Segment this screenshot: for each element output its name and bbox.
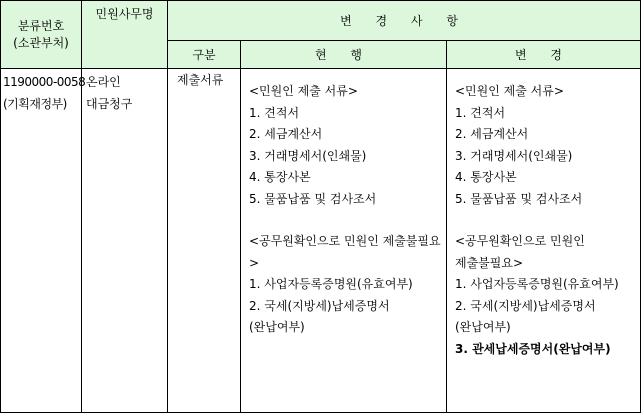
current-item: 5. 물품납품 및 검사조서 — [249, 191, 377, 206]
spacer — [249, 210, 442, 231]
changed-cell — [447, 69, 641, 413]
changed-item: 2. 국세(지방세)납세증명서(완납여부) — [455, 298, 596, 334]
current-section2-title: <공무원확인으로 민원인 제출불필요> — [249, 234, 441, 270]
changed-item: 3. 거래명세서(인쇄물) — [455, 148, 573, 163]
code-cell — [1, 69, 86, 413]
current-item: 4. 통장사본 — [249, 170, 311, 184]
service-name: 온라인 대금청구 — [86, 75, 133, 111]
header-code-label: 분류번호 — [17, 18, 65, 33]
current-section1-title: <민원인 제출 서류> — [249, 84, 358, 98]
current-item: 1. 사업자등록증명원(유효여부) — [249, 277, 413, 291]
header-change-label: 변 경 사 항 — [340, 14, 468, 28]
changed-section2-title: <공무원확인으로 민원인 제출불필요> — [455, 234, 585, 270]
header-ministry-label: (소관부처) — [13, 35, 69, 50]
current-item: 2. 국세(지방세)납세증명서(완납여부) — [249, 298, 390, 334]
current-cell — [241, 69, 447, 413]
header-current-cell — [241, 41, 447, 69]
header-change-cell — [168, 1, 641, 41]
header-changed-label: 변 경 — [515, 48, 572, 62]
current-item: 3. 거래명세서(인쇄물) — [249, 148, 367, 163]
header-current-label: 현 행 — [315, 48, 372, 62]
changed-item: 5. 물품납품 및 검사조서 — [455, 191, 583, 206]
changed-item: 2. 세금계산서 — [455, 127, 529, 141]
kind-value: 제출서류 — [177, 73, 224, 87]
service-name-cell — [82, 69, 168, 413]
current-item: 1. 견적서 — [249, 105, 300, 120]
header-code-cell — [1, 1, 82, 69]
changed-item-new: 3. 관세납세증명서(완납여부) — [455, 341, 611, 356]
classification-code: 1190000-0058 — [3, 75, 86, 89]
header-name-cell — [82, 1, 168, 69]
changed-section1-title: <민원인 제출 서류> — [455, 84, 564, 98]
header-kind-cell — [168, 41, 241, 69]
changed-item: 1. 견적서 — [455, 105, 506, 120]
header-name-label: 민원사무명 — [95, 7, 154, 21]
header-kind-label: 구분 — [192, 48, 216, 62]
changed-item: 4. 통장사본 — [455, 170, 517, 184]
header-changed-cell — [447, 41, 641, 69]
ministry-name: (기획재정부) — [3, 96, 67, 111]
current-item: 2. 세금계산서 — [249, 127, 323, 141]
changed-item: 1. 사업자등록증명원(유효여부) — [455, 277, 619, 291]
spacer — [455, 210, 636, 231]
kind-cell — [168, 69, 241, 413]
